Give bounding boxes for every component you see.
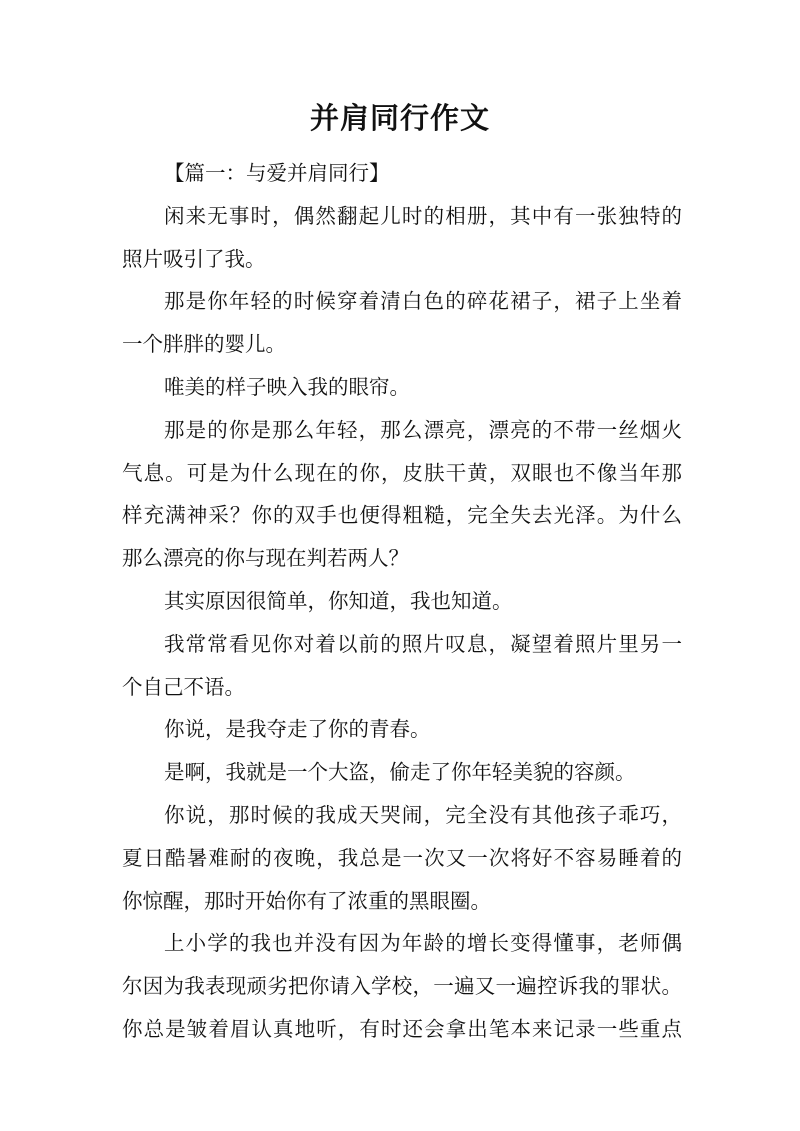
paragraph-line: 上小学的我也并没有因为年龄的增长变得懂事，老师偶 [164, 931, 682, 956]
paragraph-line: 尔因为我表现顽劣把你请入学校，一遍又一遍控诉我的罪状。 [122, 974, 682, 999]
paragraph-line: 样充满神采？你的双手也便得粗糙，完全失去光泽。为什么 [122, 503, 682, 528]
paragraph-line: 是啊，我就是一个大盗，偷走了你年轻美貌的容颜。 [164, 760, 636, 785]
paragraph-line: 气息。可是为什么现在的你，皮肤干黄，双眼也不像当年那 [122, 460, 682, 485]
paragraph-line: 你说，那时候的我成天哭闹，完全没有其他孩子乖巧， [164, 802, 682, 827]
paragraph-line: 夏日酷暑难耐的夜晚，我总是一次又一次将好不容易睡着的 [122, 845, 682, 870]
paragraph-line: 那是你年轻的时候穿着清白色的碎花裙子，裙子上坐着 [164, 289, 682, 314]
paragraph-line: 我常常看见你对着以前的照片叹息，凝望着照片里另一 [164, 631, 682, 656]
document-title: 并肩同行作文 [309, 101, 490, 135]
paragraph-line: 你惊醒，那时开始你有了浓重的黑眼圈。 [122, 888, 491, 913]
document-body [122, 152, 682, 1051]
paragraph-line: 那是的你是那么年轻，那么漂亮，漂亮的不带一丝烟火 [164, 417, 682, 442]
paragraph-line: 唯美的样子映入我的眼帘。 [164, 374, 410, 399]
paragraph-line: 那么漂亮的你与现在判若两人？ [122, 546, 409, 571]
paragraph-line: 闲来无事时，偶然翻起儿时的相册，其中有一张独特的 [164, 203, 682, 228]
paragraph-line: 个自己不语。 [122, 674, 245, 699]
paragraph-line: 你说，是我夺走了你的青春。 [164, 717, 431, 742]
paragraph-line: 一个胖胖的婴儿。 [122, 332, 286, 357]
paragraph-line: 照片吸引了我。 [122, 246, 266, 271]
section-heading: 【篇一：与爱并肩同行】 [164, 161, 390, 185]
paragraph-line: 你总是皱着眉认真地听，有时还会拿出笔本来记录一些重点 [122, 1016, 682, 1041]
paragraph-line: 其实原因很简单，你知道，我也知道。 [164, 588, 513, 613]
